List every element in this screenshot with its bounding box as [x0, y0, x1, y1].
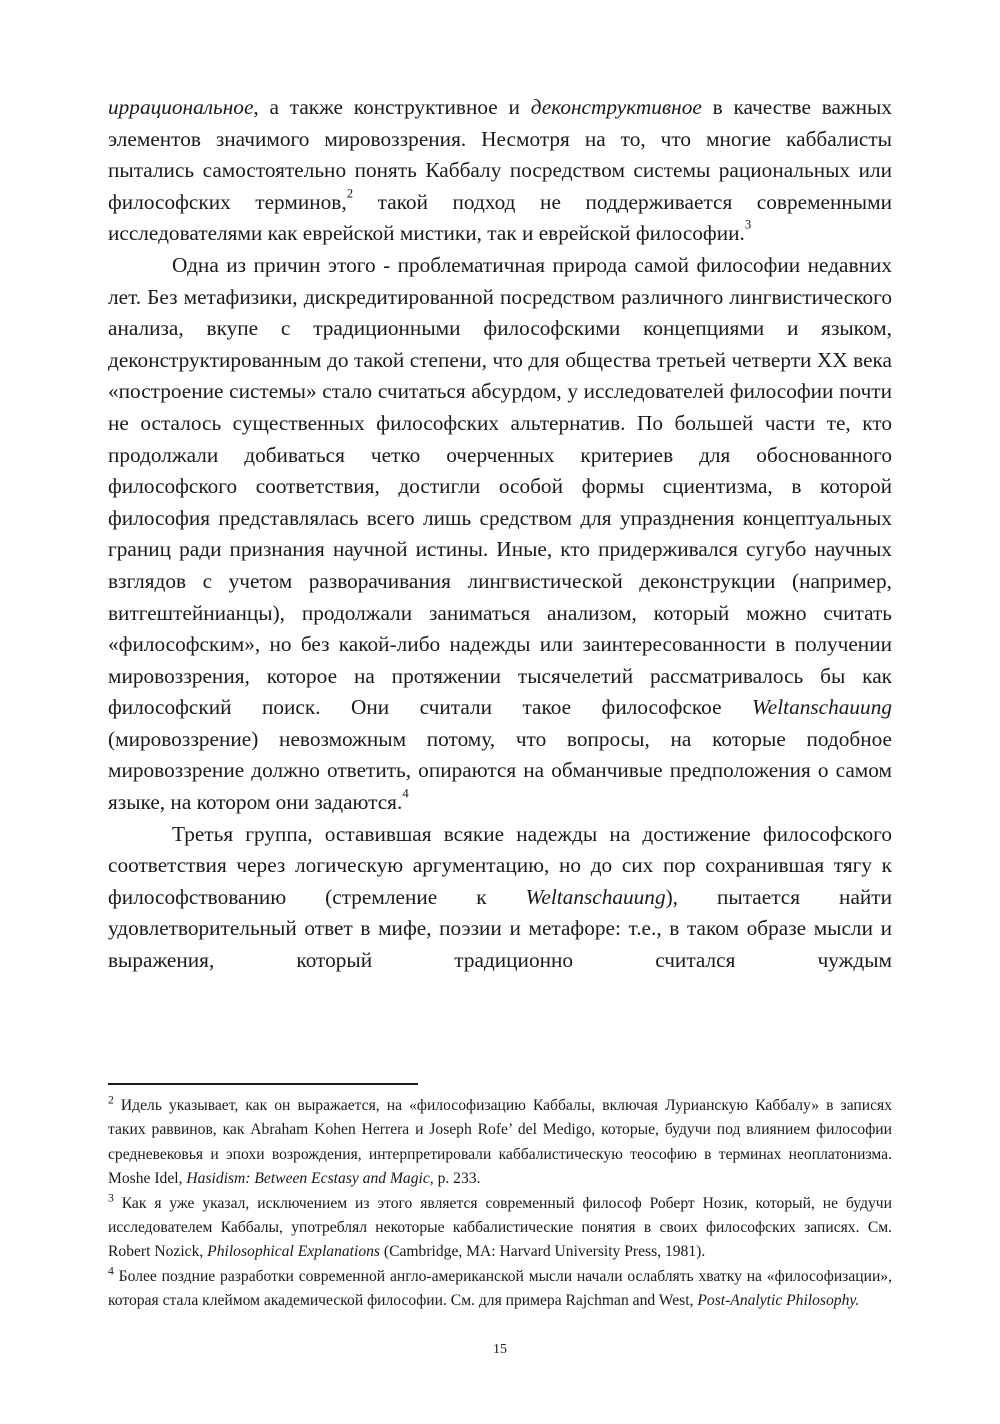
footnote-ref-4[interactable]: 4	[402, 786, 409, 801]
italic-term: Weltanschauung	[752, 695, 892, 720]
footnote-number: 2	[108, 1093, 114, 1107]
paragraph-3: Третья группа, оставившая всякие надежды на достижение философского соответствия через логическую аргументацию, но до сих пор сохранившая тягу к философствованию (стремление к Weltanschauung), пытается найти удовлетворительный ответ в мифе, поэзии и метафоре: т.е., в таком образе мысли и выражения, который традиционно считался чуждым	[108, 821, 892, 973]
footnote-3: $^3$ Как я уже указал, исключением из этого является современный философ Роберт Нозик, который, не будучи исследователем Каббалы, употреблял некоторые каббалистические понятия в своих философских записях. См. Robert Nozick, Philosophical Explanations (Cambridge, MA: Harvard University Press, 1981).	[108, 1191, 892, 1261]
italic-term: иррациональное	[108, 95, 254, 119]
italic-term: Weltanschauung	[525, 884, 666, 909]
body-text	[108, 92, 892, 977]
footnote-ref-2[interactable]: 2	[346, 186, 354, 201]
footnote-4: $^4$ Более поздние разработки современной англо-американской мысли начали ослаблять хватку на «философизации», которая стала клеймом академической философии. См. для примера Rajchman and West, Post-Analytic Philosophy.	[108, 1264, 892, 1310]
footnote-separator	[108, 1083, 418, 1085]
footnote-number: 3	[108, 1191, 114, 1205]
footnote-2: $^2$ Идель указывает, как он выражается, на «философизацию Каббалы, включая Лурианскую Каббалу» в записях таких раввинов, как Abraham Kohen Herrera и Joseph Rofe’ del Medigo, которые, будучи под влиянием философии средневековья и эпохи возрождения, интерпретировали каббалистическую теософию в терминах неоплатонизма. Moshe Idel, Hasidism: Between Ecstasy and Magic, p. 233.	[108, 1093, 892, 1188]
footnote-number: 4	[108, 1264, 114, 1278]
footnotes	[108, 1094, 892, 1314]
footnote-title: Hasidism: Between Ecstasy and Magic,	[186, 1170, 434, 1188]
page-number: 15	[493, 1342, 507, 1357]
footnote-ref-3[interactable]: 3	[744, 217, 752, 232]
footnote-title: Post-Analytic Philosophy.	[697, 1292, 860, 1310]
italic-term: деконструктивное	[530, 95, 702, 119]
paragraph-2: Одна из причин этого - проблематичная природа самой философии недавних лет. Без метафизики, дискредитированной посредством различного лингвистического анализа, вкупе с традиционными философскими концепциями и языком, деконструктированным до такой степени, что для общества третьей четверти XX века «построение системы» стало считаться абсурдом, у исследователей философии почти не осталось существенных философских альтернатив. По большей части те, кто продолжали добиваться четко очерченных критериев для обоснованного философского соответствия, достигли особой формы сциентизма, в которой философия представлялась всего лишь средством для упразднения концептуальных границ ради признания научной истины. Иные, кто придерживался сугубо научных взглядов с учетом разворачивания лингвистической деконструкции (например, витгештейнианцы), продолжали заниматься анализом, который можно считать «философским», но без какой-либо надежды или заинтересованности в получении мировоззрения, которое на протяжении тысячелетий рассматривалось бы как философский поиск. Они считали такое философское Weltanschauung (мировоззрение) невозможным потому, что вопросы, на которые подобное мировоззрение должно ответить, опираются на обманчивые предположения о самом языке, на котором они задаются.$^4$	[108, 252, 892, 815]
footnote-title: Philosophical Explanations	[207, 1243, 380, 1261]
paragraph-1: иррациональное, а также конструктивное и деконструктивное в качестве важных элементов значимого мировоззрения. Несмотря на то, что многие каббалисты пытались самостоятельно понять Каббалу посредством системы рациональных или философских терминов,$^2$ такой подход не поддерживается современными исследователями как еврейской мистики, так и еврейской философии.$^3$	[108, 95, 892, 246]
